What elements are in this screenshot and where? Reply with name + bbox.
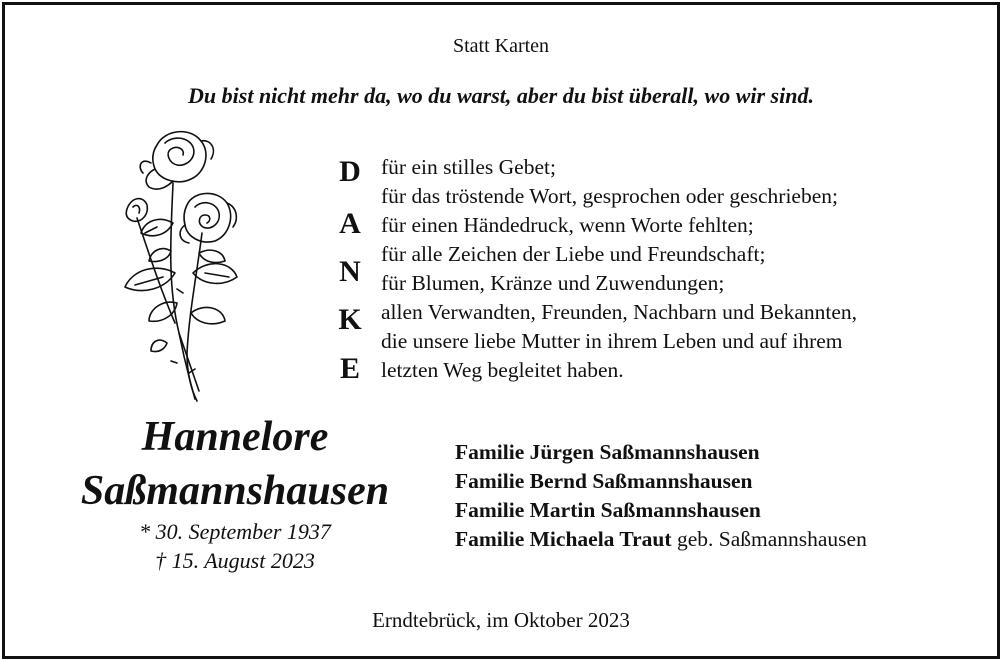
family-line <box>455 467 752 496</box>
danke-letter-d: D <box>339 155 361 188</box>
family-line <box>455 525 867 554</box>
birth-date: * 30. September 1937 <box>139 519 331 544</box>
family-name: Familie Michaela Traut <box>455 527 672 551</box>
family-name: Familie Martin Saßmannshausen <box>455 498 761 522</box>
header-statt-karten: Statt Karten <box>452 35 550 57</box>
family-name: Familie Jürgen Saßmannshausen <box>455 440 760 464</box>
danke-line: für Blumen, Kränze und Zuwendungen; <box>381 271 725 295</box>
obituary-card <box>2 2 1000 659</box>
family-line <box>455 438 760 467</box>
family-suffix: geb. Saßmannshausen <box>671 527 867 551</box>
motto-quote: Du bist nicht mehr da, wo du warst, aber du bist überall, wo wir sind. <box>188 83 814 108</box>
danke-line: für einen Händedruck, wenn Worte fehlten; <box>381 213 754 237</box>
danke-line: die unsere liebe Mutter in ihrem Leben und auf ihrem <box>381 329 843 353</box>
danke-letter-a: A <box>339 207 361 240</box>
danke-line: allen Verwandten, Freunden, Nachbarn und Bekannten, <box>381 300 858 324</box>
deceased-first-name: Hannelore <box>141 414 329 460</box>
danke-letter-k: K <box>338 303 362 336</box>
danke-letter-e: E <box>339 352 360 385</box>
place-and-date: Erndtebrück, im Oktober 2023 <box>372 608 630 632</box>
rose-drawing-icon <box>107 123 247 403</box>
family-name: Familie Bernd Saßmannshausen <box>455 469 753 493</box>
death-date: † 15. August 2023 <box>155 548 315 573</box>
danke-line: für ein stilles Gebet; <box>381 155 556 179</box>
deceased-last-name: Saßmannshausen <box>80 468 390 514</box>
danke-line: für alle Zeichen der Liebe und Freundschaft; <box>381 242 766 266</box>
danke-line: für das tröstende Wort, gesprochen oder geschrieben; <box>381 184 838 208</box>
family-line <box>455 496 761 525</box>
danke-letter-n: N <box>339 255 361 288</box>
danke-line: letzten Weg begleitet haben. <box>381 358 624 382</box>
